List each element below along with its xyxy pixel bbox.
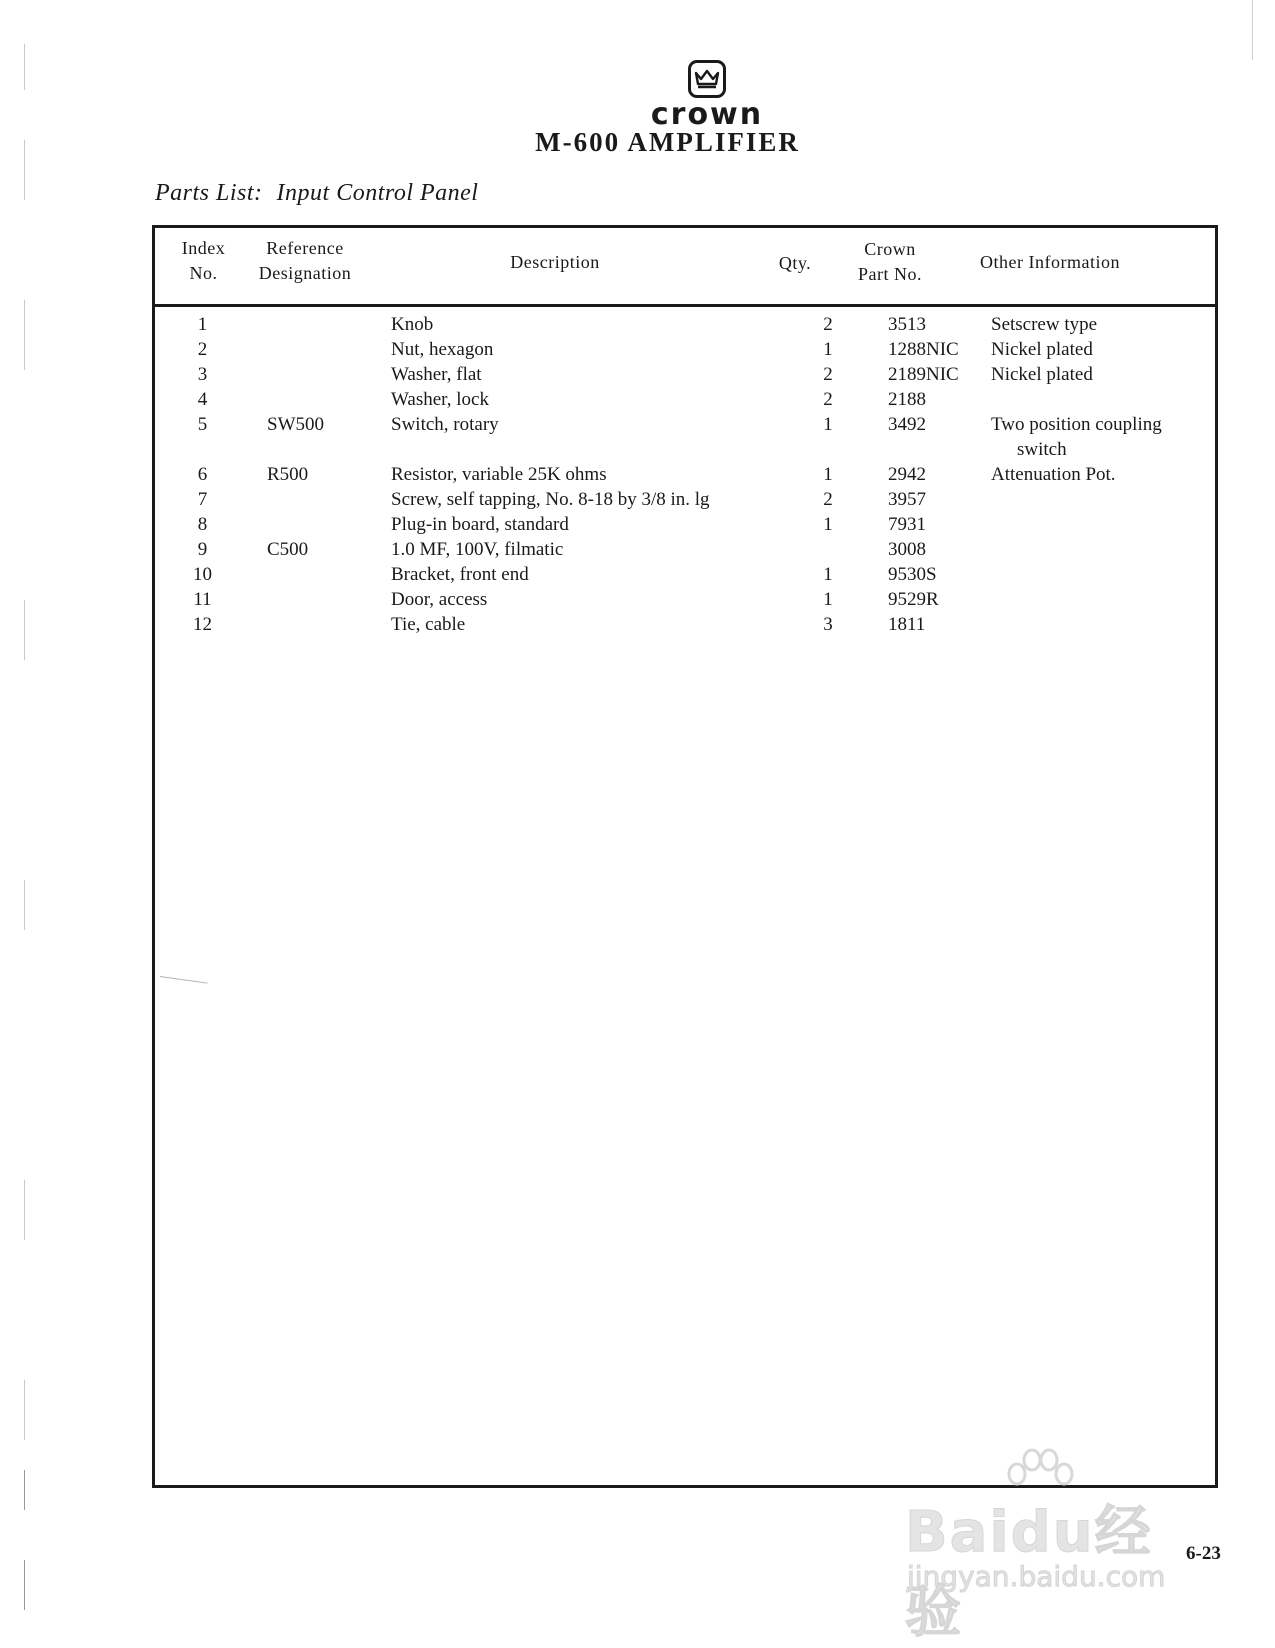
cell-index: 5 — [197, 414, 208, 435]
cell-part-no: 2188 — [888, 389, 926, 410]
cell-part-no: 2942 — [888, 464, 926, 485]
cell-other-info — [991, 412, 1211, 462]
header-index — [161, 236, 246, 286]
header-index-line1: Index — [181, 238, 226, 258]
other-info-line2: switch — [1017, 439, 1067, 460]
cell-index: 10 — [193, 564, 212, 585]
cell-qty: 2 — [823, 389, 833, 410]
binding-mark — [24, 44, 25, 90]
header-divider — [155, 304, 1215, 307]
header-qty: Qty. — [778, 253, 812, 273]
watermark — [905, 1448, 1205, 1645]
binding-mark — [24, 300, 25, 370]
cell-index: 1 — [197, 314, 208, 335]
cell-index: 7 — [197, 489, 208, 510]
header-ref-line1: Reference — [266, 238, 344, 258]
header-reference — [245, 236, 365, 286]
baidu-paw-icon — [1005, 1448, 1075, 1492]
page-number: 6-23 — [1186, 1543, 1221, 1564]
watermark-url: jingyan.baidu.com — [907, 1560, 1166, 1593]
cell-part-no: 3513 — [888, 314, 926, 335]
cell-description: Resistor, variable 25K ohms — [391, 464, 607, 485]
cell-reference: C500 — [267, 539, 309, 560]
header-part-line2: Part No. — [858, 264, 922, 284]
table-row — [155, 312, 1215, 337]
cell-description: Nut, hexagon — [391, 339, 494, 360]
cell-qty: 1 — [823, 564, 833, 585]
cell-other-info — [991, 337, 1211, 362]
table-row — [155, 387, 1215, 412]
cell-description: Screw, self tapping, No. 8-18 by 3/8 in. lg — [391, 489, 710, 510]
cell-other-info — [991, 312, 1211, 337]
cell-qty: 1 — [823, 464, 833, 485]
cell-description: Switch, rotary — [391, 414, 499, 435]
cell-part-no: 3492 — [888, 414, 926, 435]
cell-description: Door, access — [391, 589, 488, 610]
cell-part-no: 1811 — [888, 614, 926, 635]
cell-part-no: 3008 — [888, 539, 926, 560]
binding-mark — [24, 1380, 25, 1440]
header-part-no — [835, 237, 945, 287]
table-row — [155, 537, 1215, 562]
other-info-line1: Attenuation Pot. — [991, 464, 1116, 485]
cell-description: Plug-in board, standard — [391, 514, 569, 535]
table-row — [155, 462, 1215, 487]
cell-description: Washer, flat — [391, 364, 482, 385]
cell-other-info — [991, 462, 1211, 487]
table-row — [155, 562, 1215, 587]
binding-mark — [24, 1180, 25, 1240]
other-info-line1: Two position coupling — [991, 414, 1162, 435]
edge-mark — [1252, 0, 1253, 60]
cell-description: 1.0 MF, 100V, filmatic — [391, 539, 564, 560]
cell-qty: 2 — [823, 314, 833, 335]
cell-qty: 1 — [823, 514, 833, 535]
other-info-line1: Nickel plated — [991, 364, 1093, 385]
cell-qty: 2 — [823, 364, 833, 385]
cell-part-no: 3957 — [888, 489, 926, 510]
cell-qty: 3 — [823, 614, 833, 635]
table-row — [155, 487, 1215, 512]
binding-mark — [24, 600, 25, 660]
cell-index: 4 — [197, 389, 208, 410]
table-body — [155, 312, 1215, 637]
cell-index: 6 — [197, 464, 208, 485]
other-info-line1: Setscrew type — [991, 314, 1098, 335]
header-index-line2: No. — [189, 263, 218, 283]
table-row — [155, 362, 1215, 387]
table-row — [155, 337, 1215, 362]
header-description: Description — [510, 252, 600, 272]
header-ref-line2: Designation — [258, 263, 352, 283]
cell-index: 2 — [197, 339, 208, 360]
section-subtitle — [155, 180, 478, 207]
cell-description: Tie, cable — [391, 614, 466, 635]
subtitle-prefix: Parts List: — [155, 180, 263, 206]
parts-table — [152, 225, 1218, 1488]
table-row — [155, 412, 1215, 462]
cell-part-no: 9529R — [888, 589, 939, 610]
cell-index: 9 — [197, 539, 208, 560]
binding-mark — [24, 1560, 25, 1610]
cell-other-info — [991, 362, 1211, 387]
brand-wordmark: crown — [650, 97, 764, 132]
other-info-line1: Nickel plated — [991, 339, 1093, 360]
cell-reference: R500 — [267, 464, 309, 485]
cell-qty: 1 — [823, 414, 833, 435]
cell-description: Knob — [391, 314, 434, 335]
cell-part-no: 9530S — [888, 564, 937, 585]
header-other-info: Other Information — [980, 252, 1120, 272]
cell-reference: SW500 — [267, 414, 324, 435]
cell-index: 8 — [197, 514, 208, 535]
table-row — [155, 512, 1215, 537]
cell-index: 12 — [193, 614, 212, 635]
table-row — [155, 612, 1215, 637]
page-title: M-600 AMPLIFIER — [535, 127, 800, 157]
cell-part-no: 1288NIC — [888, 339, 959, 360]
header-part-line1: Crown — [864, 239, 916, 259]
crown-logo — [622, 60, 792, 130]
binding-mark — [24, 880, 25, 930]
cell-index: 3 — [197, 364, 208, 385]
cell-description: Washer, lock — [391, 389, 489, 410]
crown-icon — [688, 60, 726, 98]
cell-description: Bracket, front end — [391, 564, 529, 585]
cell-index: 11 — [193, 589, 212, 610]
subtitle-section: Input Control Panel — [276, 180, 479, 206]
cell-qty: 1 — [823, 339, 833, 360]
watermark-brand: Baidu经验 — [905, 1500, 1153, 1645]
cell-part-no: 7931 — [888, 514, 926, 535]
cell-qty: 1 — [823, 589, 833, 610]
cell-part-no: 2189NIC — [888, 364, 959, 385]
table-row — [155, 587, 1215, 612]
binding-mark — [24, 1470, 25, 1510]
cell-qty: 2 — [823, 489, 833, 510]
